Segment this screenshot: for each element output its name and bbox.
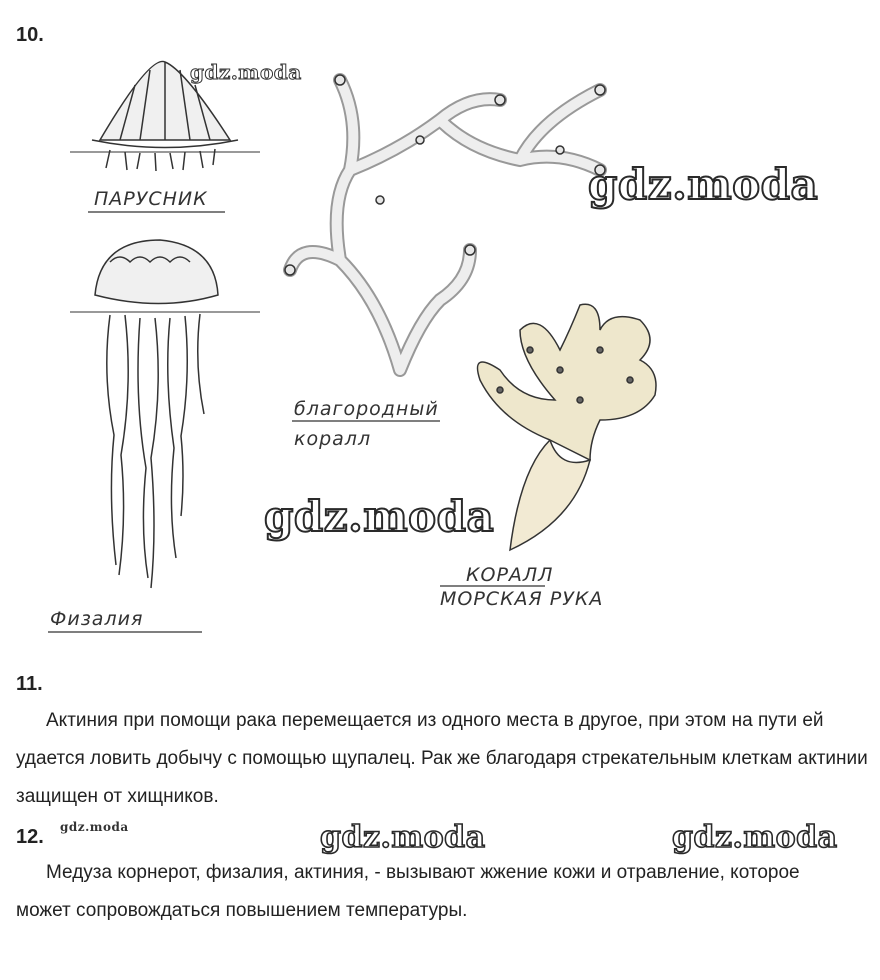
task-11-text: Актиния при помощи рака перемещается из одного места в другое, при этом на пути ей удается ловить добычу с помощью щупалец. Рак же благодаря стрекательным клеткам актинии защищен от хищников. [16,710,868,807]
label-blagorodny-line1: благородный [294,398,439,420]
label-parusnik: ПАРУСНИК [94,188,208,210]
watermark: gdz.moda [264,492,495,541]
label-blagorodny-line2: коралл [294,428,372,450]
watermark: gdz.moda [588,160,819,209]
task-10-number: 10. [16,24,44,46]
label-koral-ruka-line1: КОРАЛЛ [466,564,554,586]
task-12-text: Медуза корнерот, физалия, актиния, - вызывают жжение кожи и отравление, которое может сопровождаться повышением температуры. [16,862,800,921]
watermark: gdz.moda [60,820,129,834]
physalia-drawing [70,240,260,588]
task-12-number: 12. [16,826,44,848]
label-koral-ruka-line2: МОРСКАЯ РУКА [440,588,604,610]
label-fizalia: Физалия [50,608,144,630]
red-coral-drawing [285,75,605,370]
watermark: gdz.moda [190,60,302,84]
watermark: gdz.moda [320,820,486,855]
watermark: gdz.moda [672,820,838,855]
dead-mans-fingers-drawing [478,304,657,550]
task-11-number: 11. [16,673,43,695]
